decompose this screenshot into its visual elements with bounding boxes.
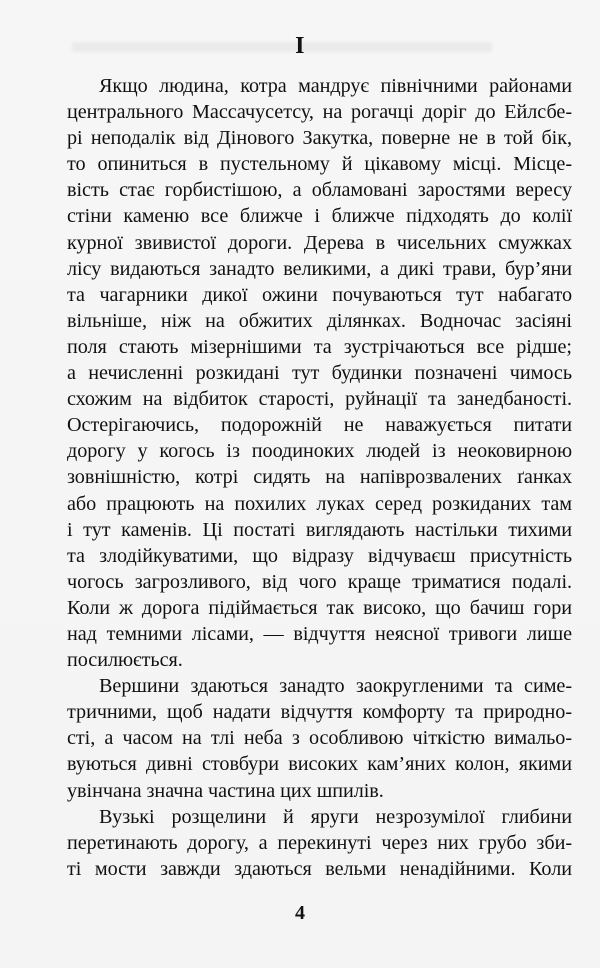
text-line: вість стає горбистішою, а обламовані заростями вересу bbox=[67, 179, 572, 202]
text-line: то опиниться в пустельному й цікавому місці. Місце- bbox=[67, 153, 572, 176]
text-line: Вершини здаються занадто заокругленими та симе- bbox=[99, 675, 572, 698]
text-line: сті, а часом на тлі неба з особливою чіткістю вимальо- bbox=[67, 727, 572, 750]
main-text-block bbox=[67, 73, 572, 882]
text-line: і тут каменів. Ці постаті виглядають настільки тихими bbox=[67, 518, 572, 541]
text-line: над темними лісами, — відчуття неясної тривоги лише bbox=[67, 622, 572, 645]
text-line: дорогу у когось із поодиноких людей із неоковирною bbox=[67, 440, 572, 463]
paragraph-2 bbox=[67, 673, 572, 803]
text-line: вуються дивні стовбури високих кам’яних колон, якими bbox=[67, 753, 572, 776]
text-line: перетинають дорогу, а перекинуті через них грубо зби- bbox=[67, 831, 572, 854]
text-line: та чагарники дикої ожини почуваються тут набагато bbox=[67, 283, 572, 306]
text-line: Вузькі розщелини й яруги незрозумілої глибини bbox=[99, 805, 572, 828]
text-line: схожим на відбиток старості, руйнації та занедбаності. bbox=[67, 388, 572, 411]
text-line: увінчана значна частина цих шпилів. bbox=[67, 779, 384, 802]
text-line: лісу видаються занадто великими, а дикі трави, бур’яни bbox=[67, 257, 572, 280]
text-line: чогось загрозливого, від чого краще триматися подалі. bbox=[67, 570, 572, 593]
text-line: ті мости завжди здаються вельми ненадійними. Коли bbox=[67, 857, 572, 880]
text-line: курної звивистої дороги. Дерева в чисельних смужках bbox=[67, 231, 572, 254]
text-line: рі неподалік від Дінового Закутка, поверне не в той бік, bbox=[67, 127, 572, 150]
text-line: стіни каменю все ближче і ближче підходять до колії bbox=[67, 205, 572, 228]
text-line: зовнішністю, котрі сидять на напіврозвалених ґанках bbox=[67, 466, 572, 489]
paragraph-3 bbox=[67, 804, 572, 882]
chapter-number: I bbox=[295, 33, 305, 59]
text-line: та злодійкуватими, що відразу відчуваєш присутність bbox=[67, 544, 572, 567]
text-line: Остерігаючись, подорожній не наважується питати bbox=[67, 414, 572, 437]
text-line: а нечисленні розкидані тут будинки позначені чимось bbox=[67, 362, 572, 385]
text-line: Коли ж дорога підіймається так високо, що бачиш гори bbox=[67, 596, 572, 619]
text-line: центрального Массачусетсу, на рогачці доріг до Ейлсбе- bbox=[67, 101, 572, 124]
page-number: 4 bbox=[295, 902, 305, 924]
text-line: поля стають мізернішими та зустрічаються все рідше; bbox=[67, 335, 572, 358]
text-line: посилюється. bbox=[67, 649, 183, 672]
text-line: вільніше, ніж на обжитих ділянках. Водночас засіяні bbox=[67, 309, 572, 332]
text-line: або працюють на похилих луках серед розкиданих там bbox=[67, 492, 572, 515]
text-line: Якщо людина, котра мандрує північними районами bbox=[99, 75, 572, 97]
paragraph-1 bbox=[67, 73, 572, 673]
text-line: тричними, щоб надати відчуття комфорту та природно- bbox=[67, 701, 572, 724]
